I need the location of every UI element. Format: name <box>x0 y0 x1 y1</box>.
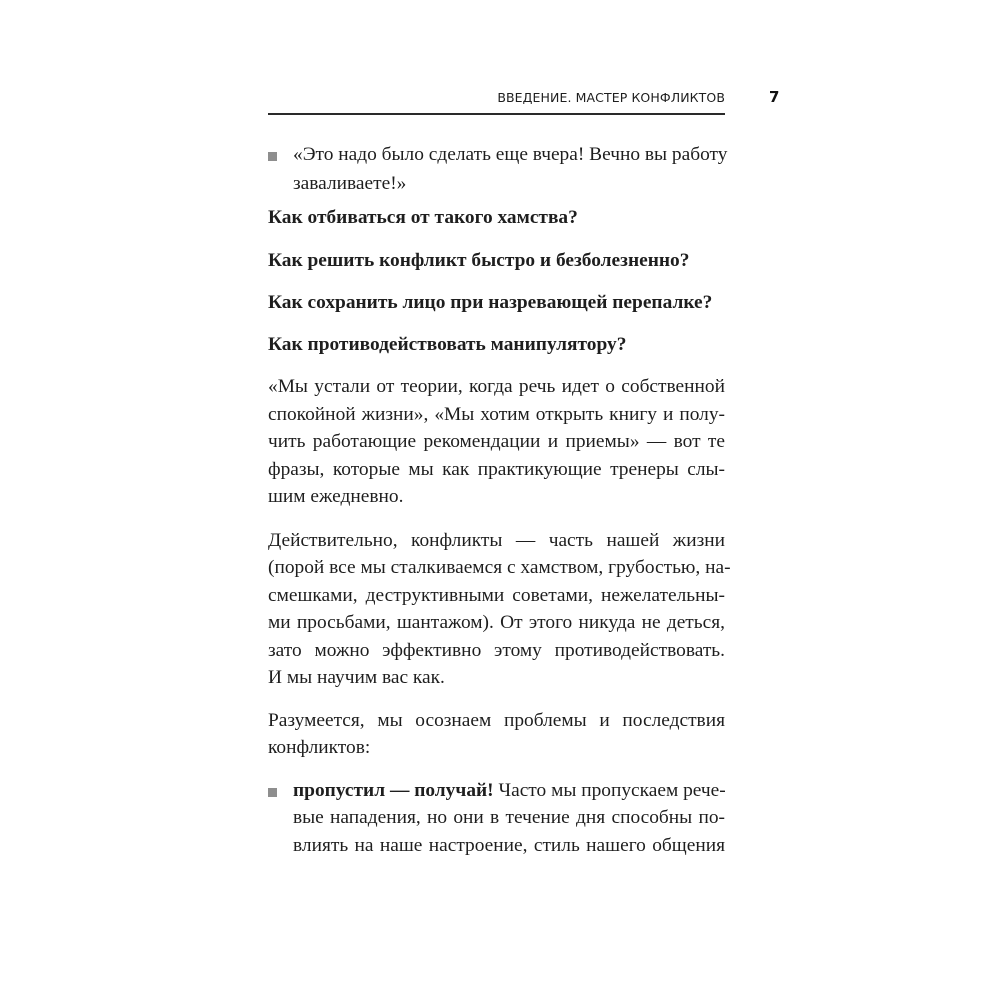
question-heading: Как противодействовать манипулятору? <box>268 334 627 355</box>
question-heading: Как решить конфликт быстро и безболезненно? <box>268 250 690 271</box>
bullet-item-line: вые нападения, но они в течение дня способны по- <box>293 807 725 828</box>
paragraph-line: (порой все мы сталкиваемся с хамством, грубостью, на- <box>268 557 731 578</box>
paragraph-line: «Мы устали от теории, когда речь идет о собственной <box>268 376 725 397</box>
paragraph-line: Действительно, конфликты — часть нашей жизни <box>268 530 725 551</box>
paragraph-line: спокойной жизни», «Мы хотим открыть книгу и полу- <box>268 404 725 425</box>
bullet-quote-line: заваливаете!» <box>293 173 407 194</box>
square-bullet-icon <box>268 152 277 161</box>
page-number: 7 <box>769 88 780 106</box>
running-head-title: ВВЕДЕНИЕ. МАСТЕР КОНФЛИКТОВ <box>497 90 725 105</box>
question-heading: Как сохранить лицо при назревающей перепалке? <box>268 292 713 313</box>
question-heading: Как отбиваться от такого хамства? <box>268 207 578 228</box>
paragraph-line: Разумеется, мы осознаем проблемы и последствия <box>268 710 725 731</box>
paragraph-line: конфликтов: <box>268 737 371 758</box>
bullet-term: пропустил — получай! <box>293 780 494 801</box>
paragraph-line: фразы, которые мы как практикующие тренеры слы- <box>268 459 725 480</box>
bullet-item-line <box>293 777 725 804</box>
square-bullet-icon <box>268 788 277 797</box>
header-rule <box>268 113 725 115</box>
running-head <box>268 88 780 110</box>
bullet-item-text: Часто мы пропускаем рече- <box>493 780 726 801</box>
paragraph-line: ми просьбами, шантажом). От этого никуда не деться, <box>268 612 725 633</box>
bullet-item-line: влиять на наше настроение, стиль нашего общения <box>293 835 725 856</box>
book-page <box>268 0 780 1000</box>
bullet-quote-line: «Это надо было сделать еще вчера! Вечно вы работу <box>293 144 728 165</box>
paragraph-line: И мы научим вас как. <box>268 667 445 688</box>
paragraph-line: смешками, деструктивными советами, нежелательны- <box>268 585 725 606</box>
paragraph-line: шим ежедневно. <box>268 486 404 507</box>
paragraph-line: чить работающие рекомендации и приемы» — вот те <box>268 431 725 452</box>
paragraph-line: зато можно эффективно этому противодействовать. <box>268 640 725 661</box>
